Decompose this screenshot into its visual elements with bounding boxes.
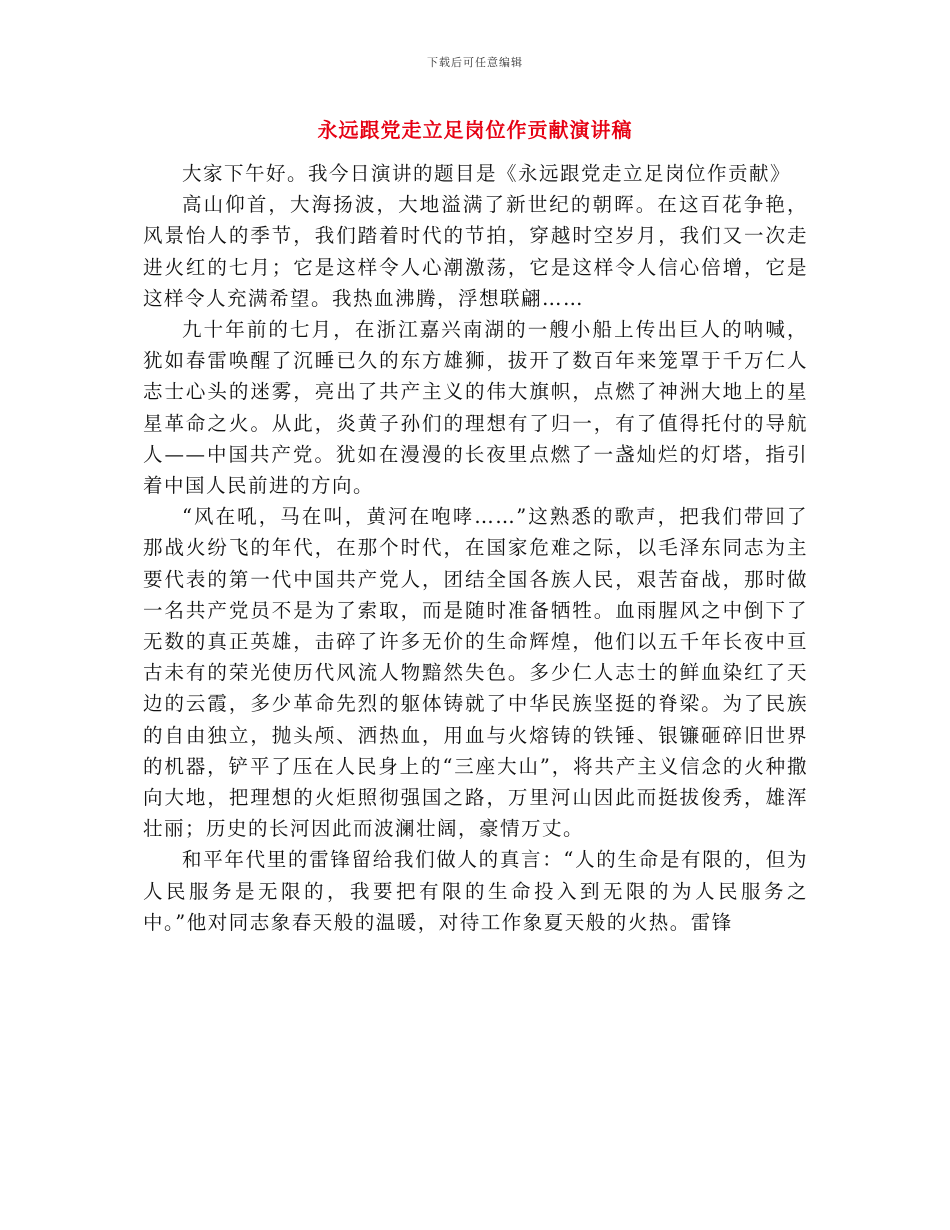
paragraph: “风在吼，马在叫，黄河在咆哮……”这熟悉的歌声，把我们带回了那战火纷飞的年代，在那个时代，在国家危难之际，以毛泽东同志为主要代表的第一代中国共产党人，团结全国各族人民，艰苦奋战，那时做一名共产党员不是为了索取，而是随时准备牺牲。血雨腥风之中倒下了无数的真正英雄，击碎了许多无价的生命辉煌，他们以五千年长夜中亘古未有的荣光使历代风流人物黯然失色。多少仁人志士的鲜血染红了天边的云霞，多少革命先烈的躯体铸就了中华民族坚挺的脊梁。为了民族的自由独立，抛头颅、洒热血，用血与火熔铸的铁锤、银镰砸碎旧世界的机器，铲平了压在人民身上的“三座大山”，将共产主义信念的火种撒向大地，把理想的火炬照彻强国之路，万里河山因此而挺拔俊秀，雄浑壮丽；历史的长河因此而波澜壮阔，豪情万丈。 (143, 505, 808, 841)
page-header: 下载后可任意编辑 (427, 56, 523, 69)
paragraph: 九十年前的七月，在浙江嘉兴南湖的一艘小船上传出巨人的呐喊，犹如春雷唤醒了沉睡已久的东方雄狮，拔开了数百年来笼罩于千万仁人志士心头的迷雾，亮出了共产主义的伟大旗帜，点燃了神洲大地上的星星革命之火。从此，炎黄子孙们的理想有了归一，有了值得托付的导航人——中国共产党。犹如在漫漫的长夜里点燃了一盏灿烂的灯塔，指引着中国人民前进的方向。 (143, 318, 808, 498)
paragraph: 高山仰首，大海扬波，大地溢满了新世纪的朝晖。在这百花争艳，风景怡人的季节，我们踏着时代的节拍，穿越时空岁月，我们又一次走进火红的七月；它是这样令人心潮激荡，它是这样令人信心倍增，它是这样令人充满希望。我热血沸腾，浮想联翩…… (143, 193, 808, 310)
paragraph: 大家下午好。我今日演讲的题目是《永远跟党走立足岗位作贡献》 (182, 162, 792, 185)
paragraph: 和平年代里的雷锋留给我们做人的真言：“人的生命是有限的，但为人民服务是无限的，我要把有限的生命投入到无限的为人民服务之中。”他对同志象春天般的温暖，对待工作象夏天般的火热。雷锋 (143, 848, 808, 934)
document-body (143, 158, 808, 938)
document-title: 永远跟党走立足岗位作贡献演讲稿 (317, 118, 633, 142)
